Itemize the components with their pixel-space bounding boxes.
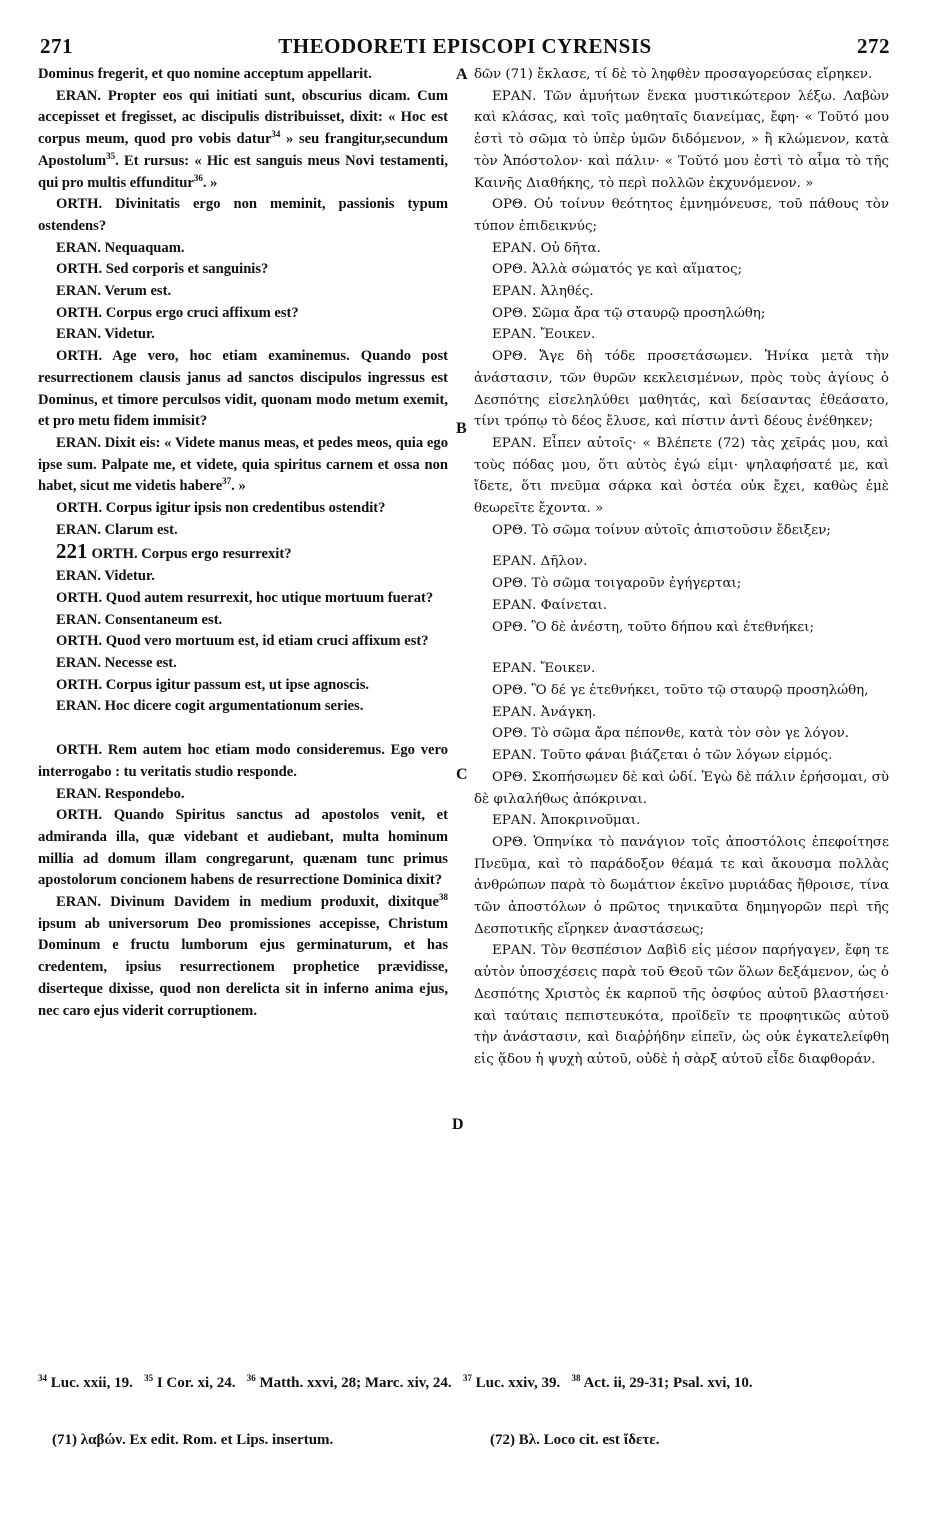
footnote-text: Matth. xxvi, 28; Marc. xiv, 24. xyxy=(259,1375,452,1391)
footnote-number: 36 xyxy=(246,1373,256,1383)
paragraph-gap xyxy=(38,718,448,740)
greek-paragraph: ΕΡΑΝ. Δῆλον. xyxy=(492,554,588,570)
greek-paragraph: ΟΡΘ. Οὐ τοίνυν θεότητος ἐμνημόνευσε, τοῦ πάθους τὸν τύπον ἐπιδεικνύς; xyxy=(474,197,889,234)
footnote-number: 38 xyxy=(571,1373,581,1383)
latin-paragraph: ERAN. Respondebo. xyxy=(56,785,185,802)
page-number-right: 272 xyxy=(857,34,890,58)
greek-paragraph: ΟΡΘ. Τὸ σῶμα ἄρα πέπονθε, κατὰ τὸν σὸν γε λόγον. xyxy=(492,726,850,742)
latin-paragraph: ORTH. Corpus igitur passum est, ut ipse agnoscis. xyxy=(56,676,370,693)
latin-paragraph: ERAN. Nequaquam. xyxy=(56,239,185,256)
greek-paragraph: ΕΡΑΝ. Ἀνάγκη. xyxy=(492,704,597,720)
greek-paragraph: ΕΡΑΝ. Τοῦτο φάναι βιάζεται ὁ τῶν λόγων εἱρμός. xyxy=(492,748,833,764)
greek-paragraph: ΕΡΑΝ. Ἔοικεν. xyxy=(492,661,596,677)
latin-paragraph: ERAN. Videtur. xyxy=(56,568,155,585)
page-number-left: 271 xyxy=(40,34,73,58)
footnote-text: Act. ii, 29-31; Psal. xvi, 10. xyxy=(583,1375,753,1391)
latin-text: ORTH. Corpus ergo resurrexit? xyxy=(91,546,292,563)
footnotes xyxy=(38,1374,888,1393)
margin-letter-b: B xyxy=(456,420,467,437)
latin-paragraph: ORTH. Rem autem hoc etiam modo consideremus. Ego vero interrogabo : tu veritatis studio responde. xyxy=(38,742,448,780)
latin-text: . » xyxy=(202,174,218,191)
greek-paragraph: ΟΡΘ. Ἀλλὰ σώματός γε καὶ αἵματος; xyxy=(492,262,743,278)
latin-paragraph: ORTH. Divinitatis ergo non meminit, passionis typum ostendens? xyxy=(38,196,448,234)
latin-paragraph: ERAN. Videtur. xyxy=(56,326,155,343)
footnote-ref: 35 xyxy=(106,150,116,161)
section-number: 221 xyxy=(56,539,88,564)
margin-letter-d: D xyxy=(452,1116,464,1133)
greek-paragraph: ΟΡΘ. Ἄγε δὴ τόδε προσετάσωμεν. Ἡνίκα μετὰ τὴν ἀνάστασιν, τῶν θυρῶν κεκλεισμένων, πρὸς τοὺς ἁγίους ὁ Δεσπότης εἰσεληλύθει μαθητάς, καὶ δείσαντας ἐθεάσατο, τίνι τρόπῳ τὸ δέος ἔλυσε, καὶ πίστιν ἀντὶ δέους ἐνέθηκεν; xyxy=(474,349,889,430)
footnote-text: Luc. xxii, 19. xyxy=(50,1375,133,1391)
greek-paragraph: ΕΡΑΝ. Τὸν θεσπέσιον Δαβὶδ εἰς μέσον παρήγαγεν, ἔφη τε αὐτὸν ὑποσχέσεις παρὰ τοῦ Θεοῦ τῶν ὅλων δεξάμενον, ὡς ὁ Δεσπότης Χριστὸς ἐκ καρποῦ τῆς ὀσφύος αὐτοῦ βλαστήσει· καὶ ταύταις πεπιστευκότα, προϊδεῖν τε προφητικῶς αὐτοῦ τὴν ἀνάστασιν, καὶ διαῤῥήδην εἰπεῖν, ὡς οὐκ ἐγκατελείφθη εἰς ᾅδου ἡ ψυχὴ αὐτοῦ, οὐδὲ ἡ σὰρξ αὐτοῦ εἶδε διαφθοράν. xyxy=(474,943,889,1067)
latin-paragraph xyxy=(38,433,448,498)
latin-text: ipsum ab universorum Deo promissiones accepisse, Christum Dominum e fructu lumborum ejus germinaturum, et has credentem, ipsius resurrectionem prophetice prævidisse, diserteque dixisse, quod non derelicta sit in inferno anima ejus, nec caro ejus viderit corruptionem. xyxy=(38,915,448,1019)
footnote-ref: 37 xyxy=(222,476,232,487)
latin-paragraph: ERAN. Verum est. xyxy=(56,283,172,300)
greek-column xyxy=(474,64,889,1071)
latin-paragraph xyxy=(38,892,448,1022)
greek-paragraph: ΟΡΘ. Σῶμα ἄρα τῷ σταυρῷ προσηλώθη; xyxy=(492,305,766,321)
greek-paragraph: ΟΡΘ. Τὸ σῶμα τοίνυν αὐτοῖς ἀπιστοῦσιν ἔδειξεν; xyxy=(492,522,831,538)
greek-paragraph: ΕΡΑΝ. Τῶν ἀμυήτων ἕνεκα μυστικώτερον λέξω. Λαβὼν καὶ κλάσας, καὶ τοῖς μαθηταῖς διανείμας, ἔφη· « Τοῦτό μου ἐστὶ τὸ σῶμα τὸ ὑπὲρ ὑμῶν διδόμενον, » ἢ κλώμενον, κατὰ τὸν Ἀπόστολον· καὶ πάλιν· « Τοῦτό μου ἐστὶ τὸ αἷμα τὸ τῆς Καινῆς Διαθήκης, τὸ περὶ πολλῶν ἐκχυνόμενον. » xyxy=(474,88,889,191)
variant-note-72: (72) Βλ. Loco cit. est ἴδετε. xyxy=(490,1432,660,1448)
latin-text: ERAN. Propter eos qui initiati sunt, obscurius dicam. Cum accepisset et fregisset, ac discipulis distribuisset, dixit: « Hoc est corpus meum, quod pro vobis datur xyxy=(38,87,448,148)
greek-paragraph: ΕΡΑΝ. Ἀληθές. xyxy=(492,284,594,300)
latin-paragraph: Dominus fregerit, et quo nomine acceptum appellarit. xyxy=(38,66,372,82)
margin-letter-a: A xyxy=(456,66,468,83)
footnote-number: 37 xyxy=(462,1373,472,1383)
latin-paragraph: ERAN. Necesse est. xyxy=(56,654,177,671)
paragraph-gap xyxy=(474,541,889,551)
latin-paragraph: ORTH. Sed corporis et sanguinis? xyxy=(56,261,269,278)
running-header xyxy=(40,34,890,60)
latin-text: » seu frangitur,secundum Apostolum xyxy=(38,131,448,169)
footnote-number: 35 xyxy=(144,1373,154,1383)
greek-paragraph: ΕΡΑΝ. Ἀποκρινοῦμαι. xyxy=(492,813,641,829)
latin-paragraph: ERAN. Clarum est. xyxy=(56,521,178,538)
latin-paragraph: ERAN. Hoc dicere cogit argumentationum series. xyxy=(56,698,364,715)
greek-paragraph: ΟΡΘ. Ὃ δὲ ἀνέστη, τοῦτο δήπου καὶ ἐτεθνήκει; xyxy=(492,619,814,635)
latin-paragraph xyxy=(38,541,448,566)
margin-letter-c: C xyxy=(456,766,468,783)
latin-text: ERAN. Dixit eis: « Videte manus meas, et pedes meos, quia ego ipse sum. Palpate me, et videte, quia spiritus carnem et ossa non habet, sicut me videtis habere xyxy=(38,434,448,495)
latin-paragraph xyxy=(38,86,448,195)
latin-paragraph: ORTH. Quod autem resurrexit, hoc utique mortuum fuerat? xyxy=(56,589,434,606)
greek-paragraph: δῶν (71) ἔκλασε, τί δὲ τὸ ληφθὲν προσαγορεύσας εἴρηκεν. xyxy=(474,67,873,82)
greek-paragraph: ΟΡΘ. Τὸ σῶμα τοιγαροῦν ἐγήγερται; xyxy=(492,576,742,592)
latin-paragraph: ORTH. Corpus ergo cruci affixum est? xyxy=(56,304,299,321)
greek-paragraph: ΕΡΑΝ. Οὐ δῆτα. xyxy=(492,240,601,256)
footnote-text: Luc. xxiv, 39. xyxy=(475,1375,561,1391)
latin-paragraph: ORTH. Quod vero mortuum est, id etiam cruci affixum est? xyxy=(56,633,429,650)
running-title: THEODORETI EPISCOPI CYRENSIS xyxy=(278,34,652,58)
latin-text: . Et rursus: « Hic est sanguis meus Novi testamenti, qui pro multis effunditur xyxy=(38,152,448,191)
greek-paragraph: ΟΡΘ. Ὃ δέ γε ἐτεθνήκει, τοῦτο τῷ σταυρῷ προσηλώθη, xyxy=(492,682,869,698)
footnote-number: 34 xyxy=(38,1373,47,1383)
latin-paragraph: ORTH. Age vero, hoc etiam examinemus. Quando post resurrectionem clausis janus ad sanctos discipulos ingressus est Dominus, et timore perculsos vidit, quonam modo metum exemit, et pro metu fidem immisit? xyxy=(38,348,448,430)
greek-paragraph: ΕΡΑΝ. Ἔοικεν. xyxy=(492,327,596,343)
footnote-ref: 36 xyxy=(193,172,203,183)
latin-paragraph: ORTH. Quando Spiritus sanctus ad apostolos venit, et admiranda illa, quæ videbant et audiebant, multa hominum millia ad domum illam congregarunt, quænam tunc primus apostolorum concionem habens de resurrectione Dominica dixit? xyxy=(38,807,448,889)
footnote-ref: 34 xyxy=(271,129,281,140)
latin-paragraph: ERAN. Consentaneum est. xyxy=(56,611,223,628)
latin-text: ERAN. Divinum Davidem in medium produxit, dixitque xyxy=(56,894,439,911)
greek-paragraph: ΟΡΘ. Σκοπήσωμεν δὲ καὶ ὡδί. Ἐγὼ δὲ πάλιν ἐρήσομαι, σὺ δὲ φιλαλήθως ἀπόκριναι. xyxy=(474,769,889,807)
footnote-ref: 38 xyxy=(439,892,448,903)
greek-paragraph: ΟΡΘ. Ὁπηνίκα τὸ πανάγιον τοῖς ἀποστόλοις ἐπεφοίτησε Πνεῦμα, καὶ τὸ παράδοξον θέαμά τε καὶ ἄκουσμα πολλὰς ἀνθρώπων παρὰ τὸ δωμάτιον ἐκεῖνο μυριάδας ἤθροισε, τίνα τῶν ἀποστόλων ὁ πρῶτος τηνικαῦτα δημηγορῶν περὶ τῆς Δεσποτικῆς εἴρηκεν ἀναστάσεως; xyxy=(474,834,889,937)
variant-note-71: (71) λαβών. Ex edit. Rom. et Lips. insertum. xyxy=(52,1432,334,1448)
latin-text: . » xyxy=(231,478,246,495)
paragraph-gap xyxy=(474,638,889,658)
greek-paragraph: ΕΡΑΝ. Εἶπεν αὐτοῖς· « Βλέπετε (72) τὰς χεῖράς μου, καὶ τοὺς πόδας μου, ὅτι αὐτὸς ἐγώ εἰμι· ψηλαφήσατέ με, καὶ ἴδετε, ὅτι πνεῦμα σάρκα καὶ ὀστέα οὐκ ἔχει, καθὼς ἐμὲ θεωρεῖτε ἔχοντα. » xyxy=(474,435,889,517)
greek-paragraph: ΕΡΑΝ. Φαίνεται. xyxy=(492,597,607,613)
latin-column xyxy=(38,64,448,1022)
footnote-text: I Cor. xi, 24. xyxy=(156,1375,236,1391)
latin-paragraph: ORTH. Corpus igitur ipsis non credentibus ostendit? xyxy=(56,500,386,517)
